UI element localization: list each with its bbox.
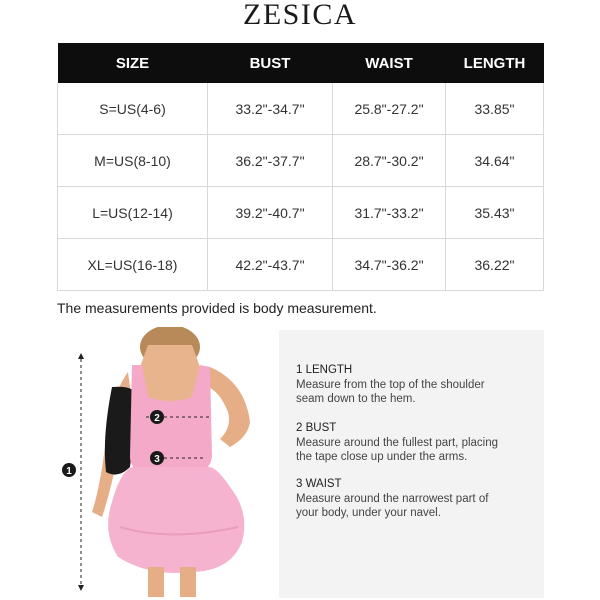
cell-length: 33.85" xyxy=(446,83,544,135)
header-size: SIZE xyxy=(58,43,208,83)
model-leg-left xyxy=(148,567,164,597)
measurement-note: The measurements provided is body measurement. xyxy=(57,300,377,316)
table-row xyxy=(58,187,544,239)
guide-length-title: 1 LENGTH xyxy=(296,364,353,376)
guide-waist xyxy=(296,477,488,521)
model-leg-right xyxy=(180,567,196,597)
guide-length-desc-line1: Measure from the top of the shoulder xyxy=(296,378,485,391)
size-chart-table xyxy=(57,43,544,291)
header-length: LENGTH xyxy=(446,43,544,83)
cell-length: 36.22" xyxy=(446,239,544,291)
marker-length-label: 1 xyxy=(66,466,72,477)
guide-length-desc-line2: seam down to the hem. xyxy=(296,393,416,405)
guide-waist-desc-line1: Measure around the narrowest part of xyxy=(296,492,489,505)
table-row xyxy=(58,83,544,135)
guide-bust xyxy=(296,421,498,465)
cell-bust: 33.2"-34.7" xyxy=(208,83,333,135)
brand-logo: ZESICA xyxy=(243,0,357,31)
guide-length xyxy=(296,363,485,407)
guide-bust-desc-line2: the tape close up under the arms. xyxy=(296,451,468,463)
model-photo xyxy=(60,327,270,597)
cell-waist: 34.7"-36.2" xyxy=(333,239,446,291)
table-row xyxy=(58,239,544,291)
measurement-guide-panel xyxy=(279,330,544,598)
cell-size: L=US(12-14) xyxy=(58,187,208,239)
cell-size: XL=US(16-18) xyxy=(58,239,208,291)
guide-waist-desc-line2: your body, under your navel. xyxy=(296,507,441,519)
table-header-row xyxy=(58,43,544,83)
cell-size: M=US(8-10) xyxy=(58,135,208,187)
marker-waist-label: 3 xyxy=(154,454,160,465)
table-row xyxy=(58,135,544,187)
header-bust: BUST xyxy=(208,43,333,83)
marker-bust-label: 2 xyxy=(154,413,160,424)
cell-waist: 31.7"-33.2" xyxy=(333,187,446,239)
dress-skirt xyxy=(108,467,244,573)
cell-bust: 36.2"-37.7" xyxy=(208,135,333,187)
cell-waist: 25.8"-27.2" xyxy=(333,83,446,135)
cell-waist: 28.7"-30.2" xyxy=(333,135,446,187)
cell-length: 34.64" xyxy=(446,135,544,187)
cell-length: 35.43" xyxy=(446,187,544,239)
cell-size: S=US(4-6) xyxy=(58,83,208,135)
cell-bust: 42.2"-43.7" xyxy=(208,239,333,291)
cell-bust: 39.2"-40.7" xyxy=(208,187,333,239)
guide-bust-title: 2 BUST xyxy=(296,422,337,434)
guide-waist-title: 3 WAIST xyxy=(296,478,342,490)
guide-bust-desc-line1: Measure around the fullest part, placing xyxy=(296,436,499,449)
header-waist: WAIST xyxy=(333,43,446,83)
